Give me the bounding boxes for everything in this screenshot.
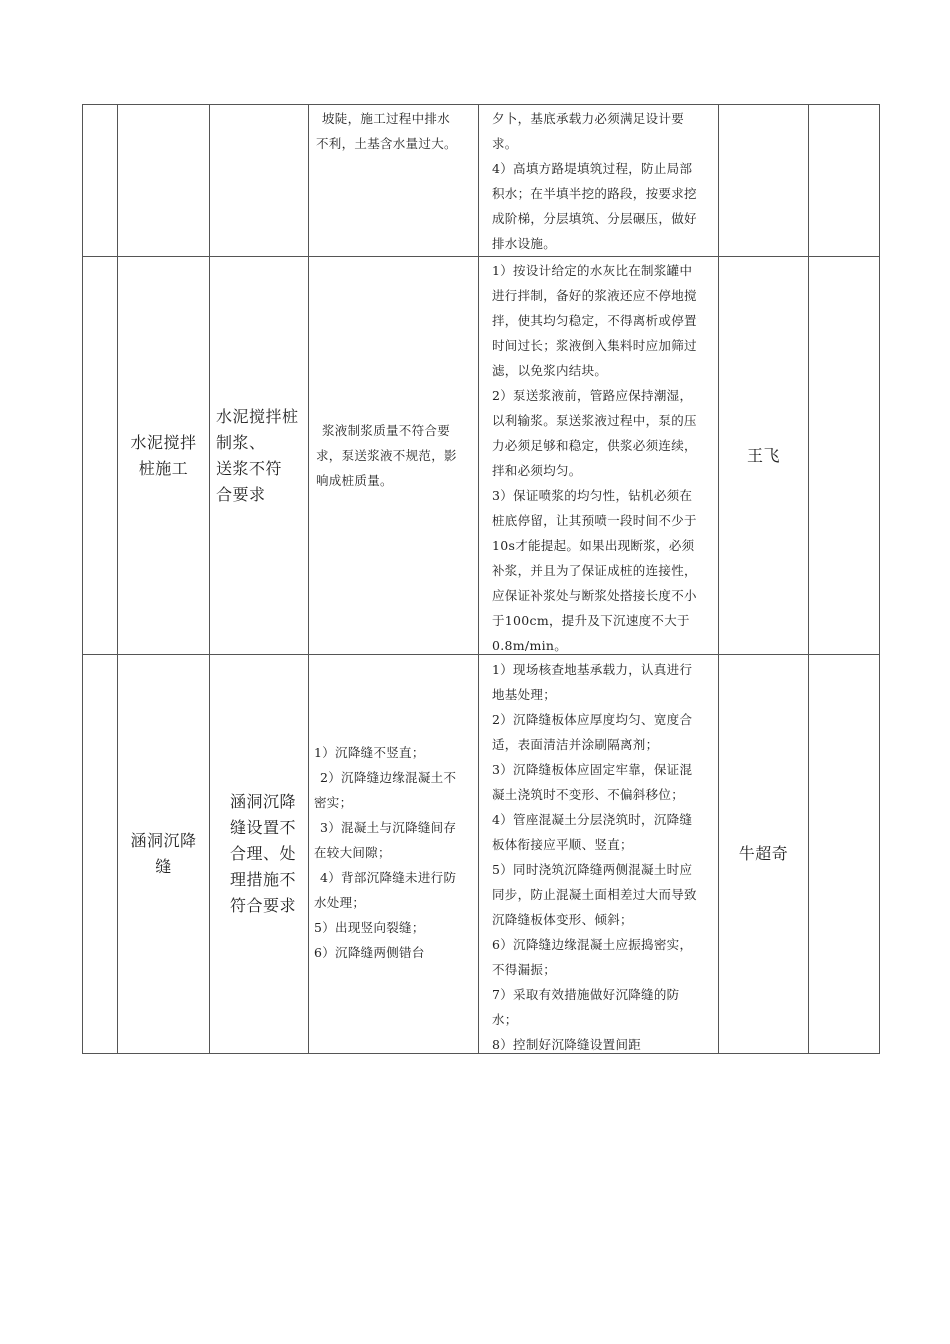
cause-line: 5）出现竖向裂缝； (314, 920, 425, 935)
measure-line: 7）采取有效措施做好沉降缝的防 (492, 987, 680, 1002)
measure-line: 拌和必须均匀。 (492, 463, 582, 478)
column-divider (209, 104, 210, 1054)
measure-line: 求。 (492, 136, 518, 151)
measure-line: 6）沉降缝边缘混凝土应振捣密实， (492, 937, 693, 952)
item-line: 涵洞沉降 (130, 831, 197, 850)
measure-line: 1）现场核查地基承载力，认真进行 (492, 662, 693, 677)
measure-line: 桩底停留，让其预喷一段时间不少于 (492, 513, 697, 528)
measure-line: 滤，以免浆内结块。 (492, 363, 608, 378)
measure-line: 补浆，并且为了保证成桩的连接性， (492, 563, 697, 578)
row2-measures-cell (492, 657, 716, 1053)
row2-cause-cell (314, 740, 477, 980)
problem-line: 合要求 (216, 484, 266, 504)
column-divider (879, 104, 880, 1054)
measure-line: 积水；在半填半挖的路段，按要求挖 (492, 186, 697, 201)
measure-line: 力必须足够和稳定，供浆必须连续， (492, 438, 697, 453)
measure-line: 水； (492, 1012, 518, 1027)
measure-line: 应保证补浆处与断浆处搭接长度不小 (492, 588, 697, 603)
row2-item-cell (118, 655, 209, 1053)
cause-line: 响成桩质量。 (316, 473, 393, 488)
measure-line: 不得漏振； (492, 962, 557, 977)
cause-line: 6）沉降缝两侧错台 (314, 945, 425, 960)
measure-line: 成阶梯，分层填筑、分层碾压，做好 (492, 211, 697, 226)
person-name: 牛超奇 (738, 844, 789, 863)
problem-line: 制浆、 (216, 432, 266, 452)
problem-line: 理措施不 (230, 870, 297, 889)
column-divider (808, 104, 809, 1054)
cause-line: 求，泵送浆液不规范，影 (316, 448, 457, 463)
measure-line: 同步，防止混凝土面相差过大而导致 (492, 887, 697, 902)
column-divider (478, 104, 479, 1054)
measure-line: 1）按设计给定的水灰比在制浆罐中 (492, 263, 693, 278)
measure-line: 沉降缝板体变形、倾斜； (492, 912, 633, 927)
measure-line: 8）控制好沉降缝设置间距 (492, 1037, 642, 1052)
measure-line: 夕卜，基底承载力必须满足设计要 (492, 111, 685, 126)
measure-line: 2）沉降缝板体应厚度均匀、宽度合 (492, 712, 693, 727)
cause-line: 3）混凝土与沉降缝间存 (320, 820, 457, 835)
measure-line: 时间过长；浆液倒入集料时应加筛过 (492, 338, 697, 353)
cause-line: 浆液制浆质量不符合要 (322, 423, 451, 438)
measure-line: 10s才能提起。如果出现断浆，必须 (492, 538, 695, 553)
item-line: 桩施工 (138, 458, 189, 478)
row0-measures-cell (492, 106, 716, 254)
cause-line: 不利，土基含水量过大。 (316, 136, 457, 151)
cause-line: 4）背部沉降缝未进行防 (320, 870, 457, 885)
row1-cause-cell (316, 257, 476, 654)
measure-line: 3）沉降缝板体应固定牢靠，保证混 (492, 762, 693, 777)
row0-cause-cell (316, 106, 476, 254)
row1-item-cell (118, 257, 209, 654)
problem-line: 送浆不符 (216, 458, 283, 478)
table-border-bottom (82, 1053, 880, 1054)
table-border-top (82, 104, 880, 105)
measure-line: 地基处理； (492, 687, 557, 702)
problem-line: 涵洞沉降 (230, 792, 297, 811)
measure-line: 3）保证喷浆的均匀性，钻机必须在 (492, 488, 693, 503)
measure-line: 进行拌制，备好的浆液还应不停地搅 (492, 288, 697, 303)
row2-problem-cell (230, 655, 308, 1053)
problem-line: 缝设置不 (230, 818, 297, 837)
item-line: 缝 (155, 857, 172, 876)
measure-line: 0.8m/min。 (492, 638, 568, 653)
item-line: 水泥搅拌 (130, 432, 197, 452)
problem-line: 符合要求 (230, 896, 297, 915)
problem-line: 合理、处 (230, 844, 297, 863)
cause-line: 密实； (314, 795, 353, 810)
measure-line: 4）管座混凝土分层浇筑时，沉降缝 (492, 812, 693, 827)
cause-line: 坡陡，施工过程中排水 (322, 111, 451, 126)
cause-line: 1）沉降缝不竖直； (314, 745, 425, 760)
column-divider (308, 104, 309, 1054)
measure-line: 2）泵送浆液前，管路应保持潮湿， (492, 388, 693, 403)
measure-line: 5）同时浇筑沉降缝两侧混凝土时应 (492, 862, 693, 877)
measure-line: 拌，使其均匀稳定，不得离析或停置 (492, 313, 697, 328)
measure-line: 适，表面清洁并涂刷隔离剂； (492, 737, 659, 752)
row2-person-cell (719, 655, 808, 1053)
row1-person-cell (719, 257, 808, 654)
measure-line: 排水设施。 (492, 236, 557, 251)
measure-line: 于100cm，提升及下沉速度不大于 (492, 613, 690, 628)
row1-problem-cell (216, 257, 308, 654)
cause-line: 2）沉降缝边缘混凝土不 (320, 770, 457, 785)
measure-line: 凝土浇筑时不变形、不偏斜移位； (492, 787, 685, 802)
row1-measures-cell (492, 258, 716, 654)
cause-line: 在较大间隙； (314, 845, 391, 860)
problem-line: 水泥搅拌桩 (216, 406, 299, 426)
cause-line: 水处理； (314, 895, 366, 910)
column-divider (82, 104, 83, 1054)
person-name: 王飞 (746, 445, 780, 465)
measure-line: 板体衔接应平顺、竖直； (492, 837, 633, 852)
measure-line: 以利输浆。泵送浆液过程中，泵的压 (492, 413, 697, 428)
measure-line: 4）高填方路堤填筑过程，防止局部 (492, 161, 693, 176)
